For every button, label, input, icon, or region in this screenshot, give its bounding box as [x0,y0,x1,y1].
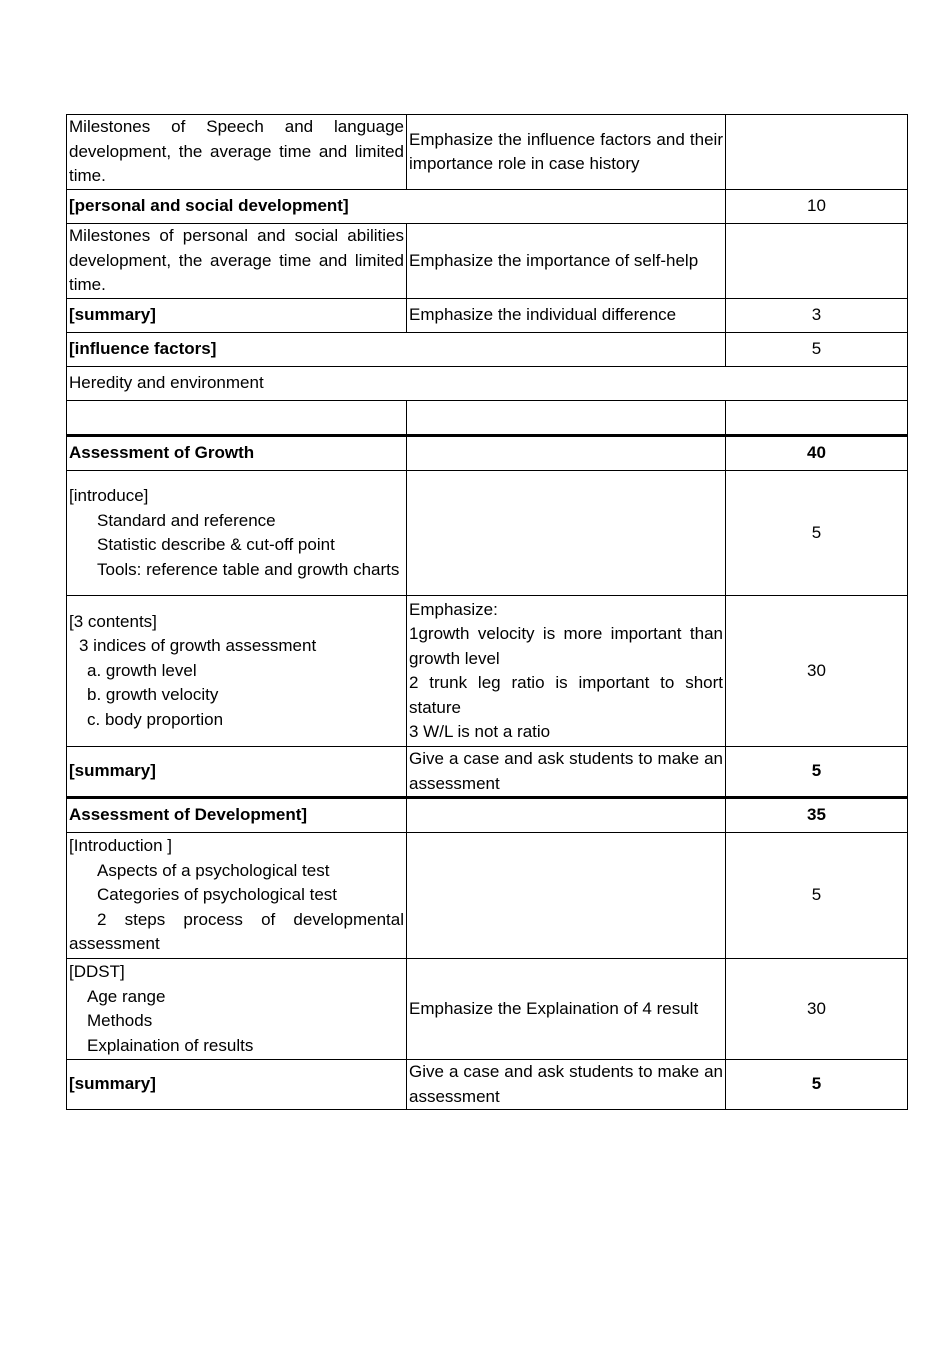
content-cell: Milestones of personal and social abilities development, the average time and limited time. [67,224,407,299]
section-heading: [personal and social development] [67,190,726,224]
list-item: Explaination of results [87,1035,254,1055]
table-row [67,471,908,596]
hours-cell: 5 [726,333,908,367]
emphasis-line: 2 trunk leg ratio is important to short stature [409,673,723,717]
empty-cell [726,401,908,436]
empty-cell [407,436,726,471]
hours-cell: 30 [726,596,908,747]
hours-cell [726,115,908,190]
empty-cell [407,833,726,959]
hours-cell: 5 [726,747,908,798]
hours-cell [726,224,908,299]
section-heading: [summary] [67,747,407,798]
empty-cell [407,471,726,596]
section-heading: Assessment of Growth [67,436,407,471]
emphasis-line: 3 W/L is not a ratio [409,722,551,741]
list-item: Methods [87,1011,153,1030]
list-item: Categories of psychological test [97,885,338,905]
list-item: Statistic describe & cut-off point [97,535,335,554]
content-cell [67,596,407,747]
subsection-heading: [introduce] [69,486,149,505]
table-row [67,747,908,798]
subsection-heading: [DDST] [69,962,125,981]
table-row [67,833,908,959]
content-cell: Heredity and environment [67,367,908,401]
section-heading: [influence factors] [67,333,726,367]
table-row [67,224,908,299]
emphasis-cell: Emphasize the individual difference [407,299,726,333]
subsection-heading: [Introduction ] [69,836,173,856]
table-row [67,436,908,471]
hours-cell: 40 [726,436,908,471]
hours-cell: 5 [726,471,908,596]
section-heading: [summary] [67,299,407,333]
table-row [67,1060,908,1110]
list-item: Age range [87,986,166,1006]
emphasis-line: 1growth velocity is more important than growth level [409,624,723,668]
subsection-heading: [3 contents] [69,611,157,631]
table-row [67,401,908,436]
table-row [67,367,908,401]
hours-cell: 5 [726,833,908,959]
empty-cell [67,401,407,436]
list-item: Tools: reference table and growth charts [97,559,400,579]
emphasis-cell [407,596,726,747]
list-item: a. growth level [87,660,197,680]
list-item: Standard and reference [97,510,276,530]
content-cell [67,959,407,1060]
table-row [67,798,908,833]
section-heading: [summary] [67,1060,407,1110]
table-row [67,333,908,367]
content-cell [67,471,407,596]
section-heading: Assessment of Development] [67,798,407,833]
hours-cell: 5 [726,1060,908,1110]
hours-cell: 10 [726,190,908,224]
emphasis-cell: Give a case and ask students to make an assessment [407,1060,726,1110]
emphasis-cell: Emphasize the Explaination of 4 result [407,959,726,1060]
emphasis-cell: Emphasize the importance of self-help [407,224,726,299]
hours-cell: 35 [726,798,908,833]
emphasis-line: Emphasize: [409,599,498,619]
list-item: 3 indices of growth assessment [79,636,317,656]
emphasis-cell: Emphasize the influence factors and their importance role in case history [407,115,726,190]
list-item: 2 steps process of developmental assessment [69,909,404,954]
table-row [67,115,908,190]
list-item: b. growth velocity [87,685,219,705]
syllabus-table [66,114,908,1110]
hours-cell: 30 [726,959,908,1060]
emphasis-cell: Give a case and ask students to make an assessment [407,747,726,798]
list-item: c. body proportion [87,709,224,729]
empty-cell [407,798,726,833]
content-cell [67,833,407,959]
content-cell: Milestones of Speech and language development, the average time and limited time. [67,115,407,190]
hours-cell: 3 [726,299,908,333]
list-item: Aspects of a psychological test [97,860,330,880]
table-row [67,190,908,224]
table-row [67,596,908,747]
table-row [67,299,908,333]
empty-cell [407,401,726,436]
table-row [67,959,908,1060]
